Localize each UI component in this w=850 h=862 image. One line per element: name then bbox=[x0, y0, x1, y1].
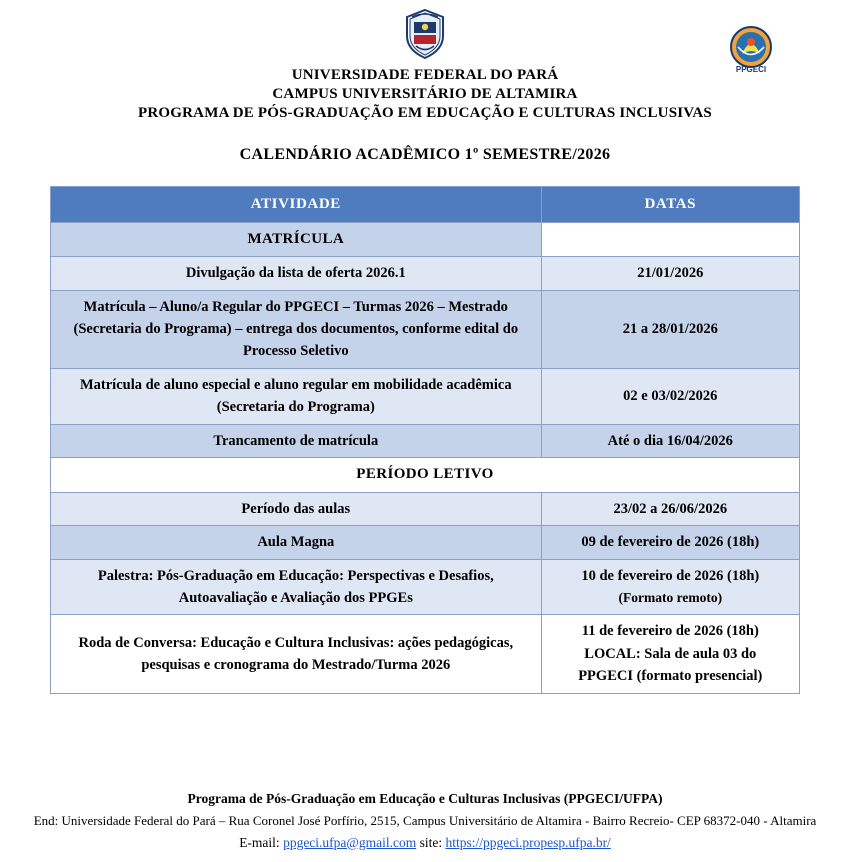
activity-cell: Roda de Conversa: Educação e Cultura Inclusivas: ações pedagógicas, pesquisas e cronograma do Mestrado/Turma 2026 bbox=[51, 615, 542, 693]
ufpa-crest-icon bbox=[402, 8, 448, 60]
activity-cell: Palestra: Pós-Graduação em Educação: Perspectivas e Desafios, Autoavaliação e Avaliação dos PPGEs bbox=[51, 559, 542, 615]
document-footer bbox=[0, 788, 850, 854]
activity-cell: Aula Magna bbox=[51, 526, 542, 559]
calendar-table bbox=[50, 186, 800, 694]
footer-site-link[interactable]: https://ppgeci.propesp.ufpa.br/ bbox=[445, 834, 611, 850]
dates-main: 10 de fevereiro de 2026 (18h) bbox=[581, 568, 760, 585]
ppgeci-logo-icon bbox=[724, 22, 778, 76]
table-header-row bbox=[51, 186, 800, 222]
table-row bbox=[51, 290, 800, 368]
section-title-matricula: MATRÍCULA bbox=[51, 222, 542, 256]
dates-cell: 21 a 28/01/2026 bbox=[541, 290, 799, 368]
dates-main: 11 de fevereiro de 2026 (18h) bbox=[581, 623, 759, 640]
table-row bbox=[51, 526, 800, 559]
institution-line-university: UNIVERSIDADE FEDERAL DO PARÁ bbox=[291, 67, 559, 83]
ppgeci-logo-text: PPGECI bbox=[735, 65, 767, 74]
footer-program-line: Programa de Pós-Graduação em Educação e Culturas Inclusivas (PPGECI/UFPA) bbox=[187, 791, 663, 807]
activity-cell: Período das aulas bbox=[51, 492, 542, 525]
activity-cell: Matrícula – Aluno/a Regular do PPGECI – Turmas 2026 – Mestrado (Secretaria do Programa) – entrega dos documentos, conforme edital do Processo Seletivo bbox=[51, 290, 542, 368]
footer-address-line: End: Universidade Federal do Pará – Rua Coronel José Porfírio, 2515, Campus Universitário de Altamira - Bairro Recreio- CEP 68372-040 - Altamira bbox=[33, 813, 817, 829]
institution-line-campus: CAMPUS UNIVERSITÁRIO DE ALTAMIRA bbox=[272, 86, 578, 103]
footer-email-label: E-mail: bbox=[239, 834, 284, 850]
dates-cell: 09 de fevereiro de 2026 (18h) bbox=[541, 526, 799, 559]
activity-cell: Divulgação da lista de oferta 2026.1 bbox=[51, 257, 542, 290]
dates-cell: 21/01/2026 bbox=[541, 257, 799, 290]
footer-email-link[interactable]: ppgeci.ufpa@gmail.com bbox=[283, 834, 417, 850]
table-row bbox=[51, 492, 800, 525]
document-header bbox=[0, 0, 850, 164]
section-dates-empty bbox=[541, 222, 799, 256]
table-row bbox=[51, 368, 800, 424]
column-header-activity: ATIVIDADE bbox=[51, 186, 542, 222]
section-title-periodo-letivo: PERÍODO LETIVO bbox=[51, 458, 800, 492]
activity-cell: Matrícula de aluno especial e aluno regular em mobilidade acadêmica (Secretaria do Programa) bbox=[51, 368, 542, 424]
dates-cell bbox=[541, 615, 799, 693]
table-row bbox=[51, 222, 800, 256]
footer-site-label: site: bbox=[416, 834, 446, 850]
dates-note: (Formato remoto) bbox=[618, 589, 723, 605]
institution-line-program: PROGRAMA DE PÓS-GRADUAÇÃO EM EDUCAÇÃO E CULTURAS INCLUSIVAS bbox=[138, 105, 712, 122]
table-row bbox=[51, 257, 800, 290]
dates-location-line2: PPGECI (formato presencial) bbox=[578, 668, 763, 685]
table-row bbox=[51, 615, 800, 693]
column-header-dates: DATAS bbox=[541, 186, 799, 222]
footer-contact-line bbox=[0, 832, 850, 854]
dates-cell: Até o dia 16/04/2026 bbox=[541, 424, 799, 457]
table-row bbox=[51, 458, 800, 492]
dates-cell bbox=[541, 559, 799, 615]
dates-cell: 02 e 03/02/2026 bbox=[541, 368, 799, 424]
dates-location-line1: LOCAL: Sala de aula 03 do bbox=[584, 645, 757, 662]
activity-cell: Trancamento de matrícula bbox=[51, 424, 542, 457]
page-title: CALENDÁRIO ACADÊMICO 1º SEMESTRE/2026 bbox=[239, 145, 611, 163]
calendar-table-wrap bbox=[50, 186, 800, 694]
table-row bbox=[51, 424, 800, 457]
table-row bbox=[51, 559, 800, 615]
institution-lines bbox=[0, 66, 850, 124]
dates-cell: 23/02 a 26/06/2026 bbox=[541, 492, 799, 525]
